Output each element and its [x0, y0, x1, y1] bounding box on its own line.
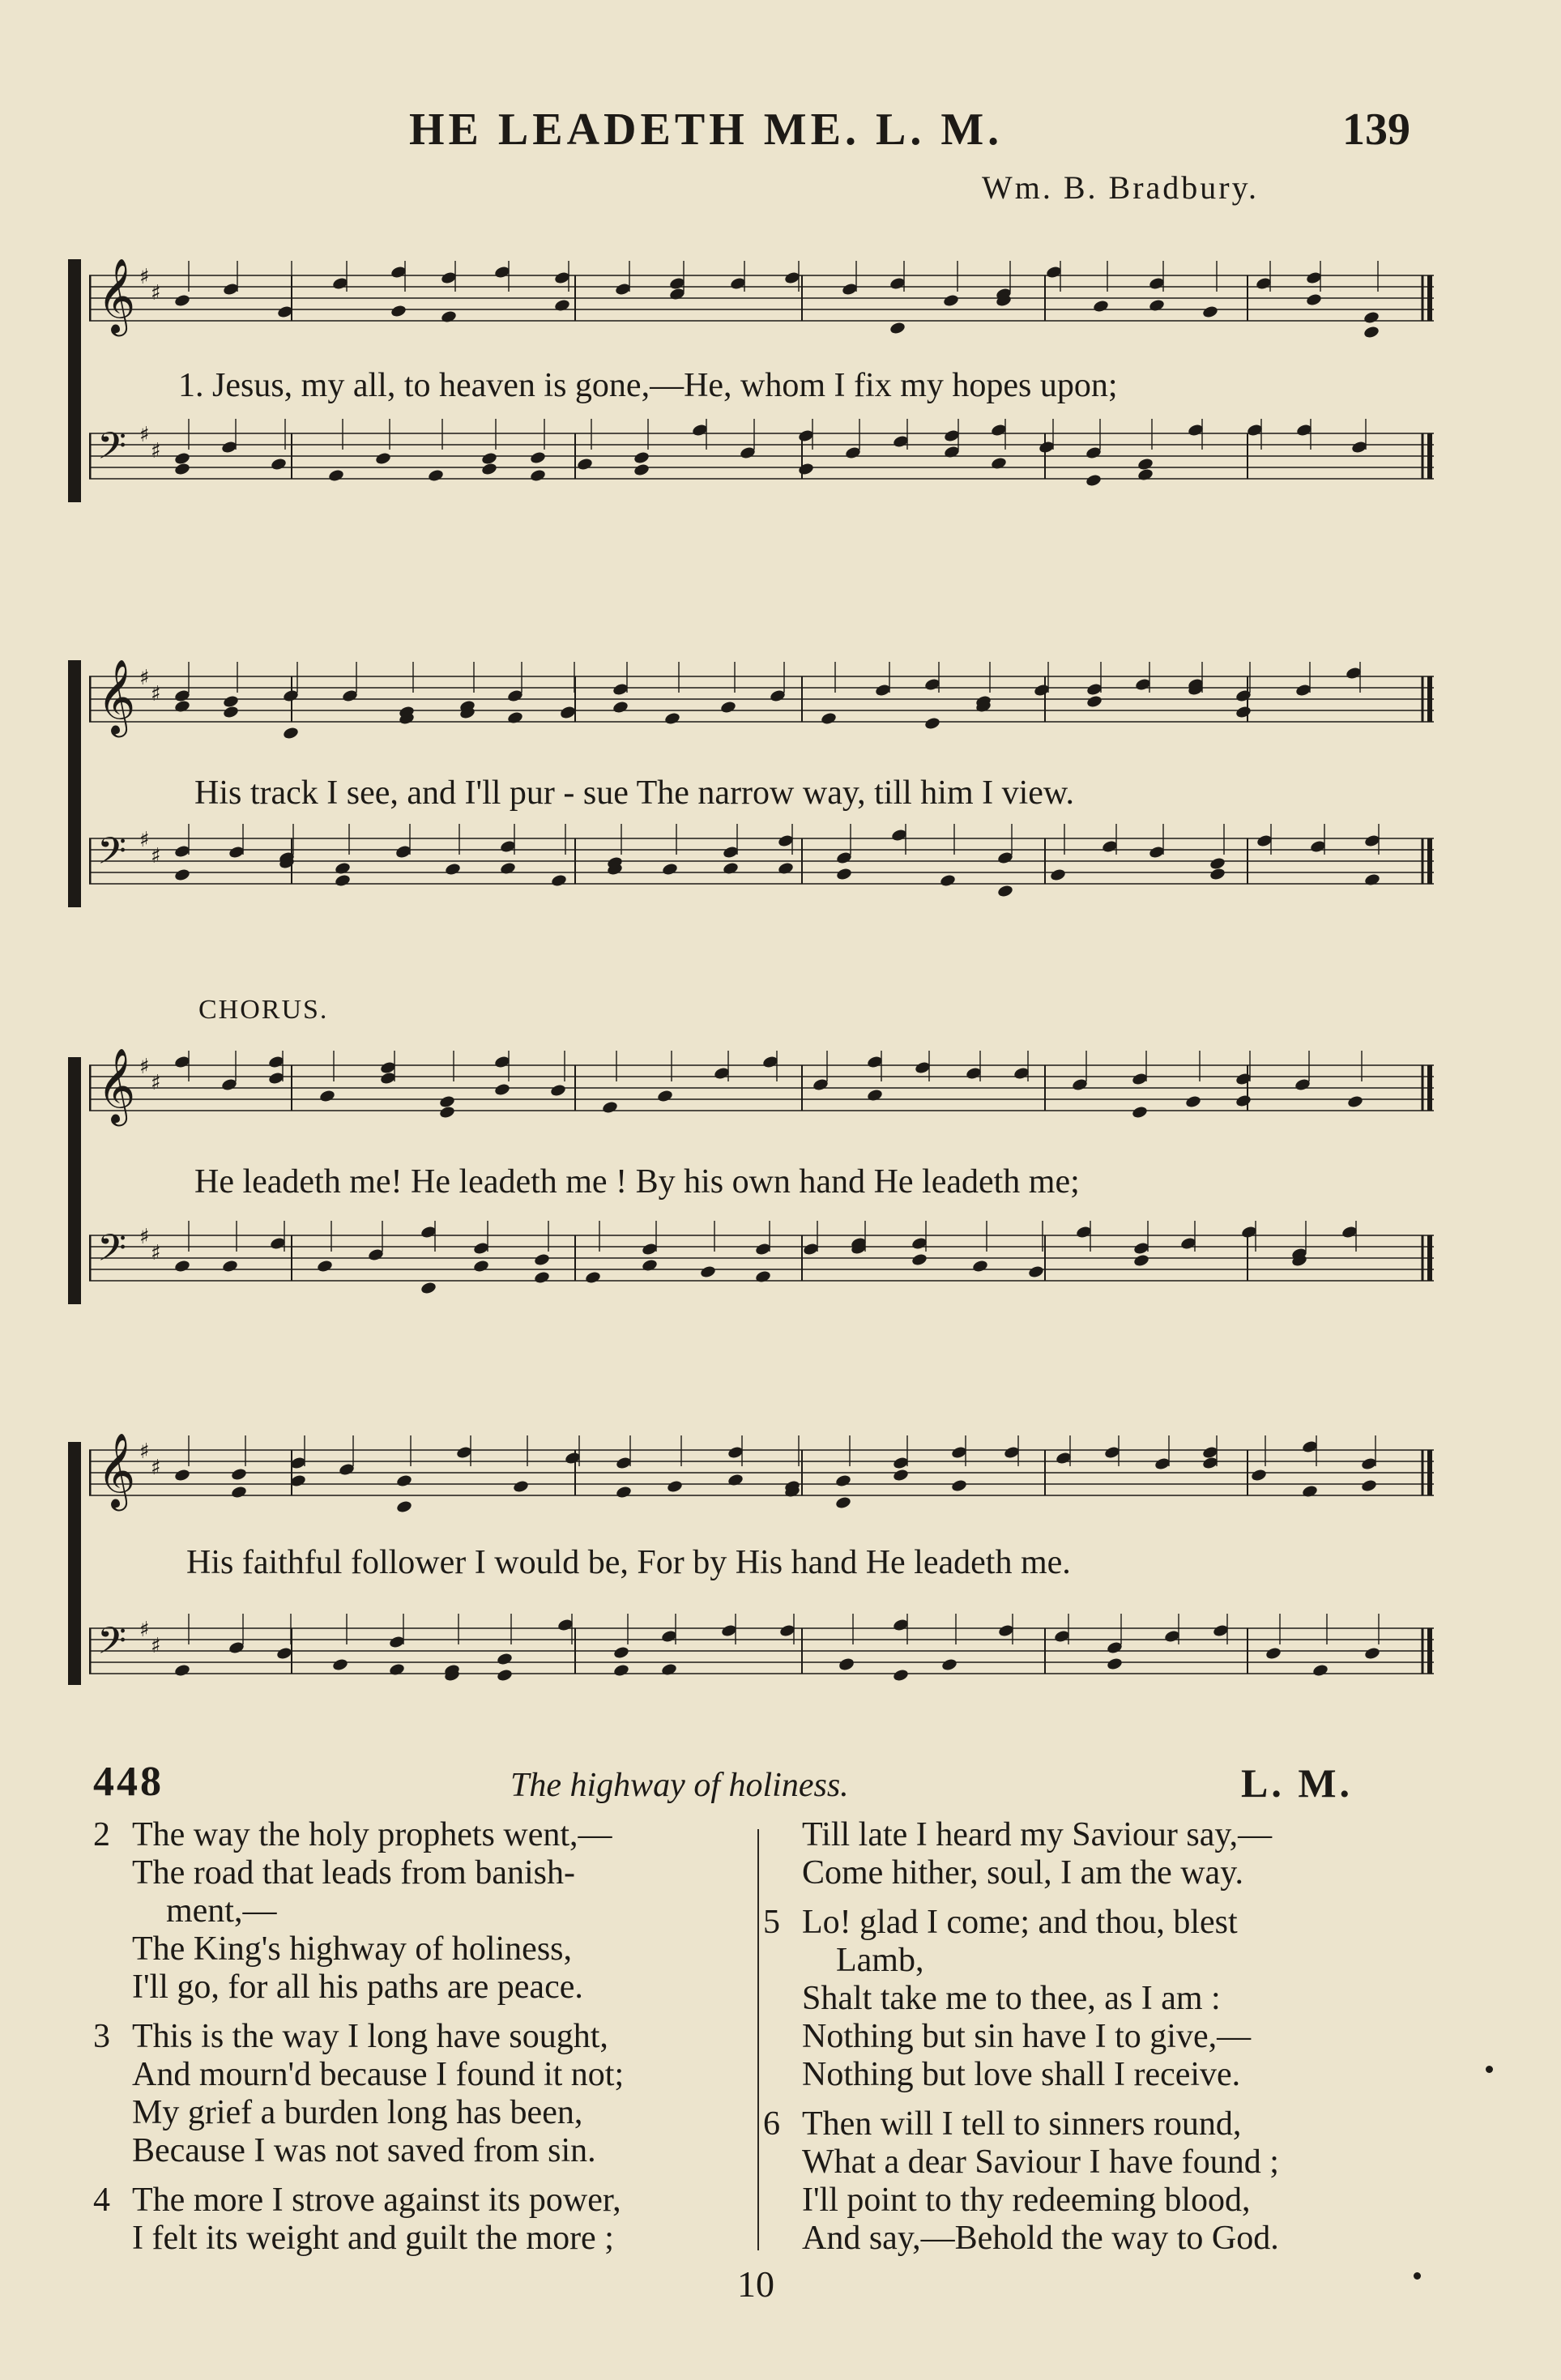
system-brace: [68, 1057, 81, 1304]
verse-line: I'll go, for all his paths are peace.: [132, 1968, 583, 2006]
hymn-meter: L. M.: [1241, 1760, 1354, 1806]
svg-text:♯: ♯: [151, 1634, 161, 1658]
ink-dot: [1414, 2272, 1421, 2280]
treble-staff: [89, 251, 1434, 356]
svg-text:♯: ♯: [151, 281, 161, 305]
verse-line: The King's highway of holiness,: [132, 1930, 573, 1968]
svg-text:♯: ♯: [139, 1618, 150, 1642]
svg-text:♯: ♯: [139, 423, 150, 447]
stanza-number: 2: [93, 1816, 110, 1853]
verse-line: I felt its weight and guilt the more ;: [132, 2220, 614, 2257]
stanza: [763, 1904, 1411, 2094]
svg-text:♯: ♯: [139, 1225, 150, 1249]
verse-line: And mourn'd because I found it not;: [132, 2056, 625, 2093]
system-brace: [68, 660, 81, 907]
verse-line: Lo! glad I come; and thou, blest: [802, 1904, 1238, 1941]
verse-line: Lamb,: [836, 1942, 924, 1979]
music-system-2: [0, 628, 1561, 944]
hymn-number: 448: [93, 1759, 164, 1805]
system-brace: [68, 1442, 81, 1685]
stanza: [93, 2018, 757, 2170]
treble-staff: [89, 652, 1434, 757]
ink-dot: [1486, 2066, 1493, 2073]
bass-staff: [89, 1604, 1434, 1709]
svg-text:♯: ♯: [139, 828, 150, 852]
svg-text:𝄞: 𝄞: [97, 1047, 136, 1123]
music-system-3: [0, 1017, 1561, 1333]
verse-line: I'll point to thy redeeming blood,: [802, 2182, 1251, 2219]
stanza-number: 6: [763, 2105, 780, 2143]
hymn-subtitle: The highway of holiness.: [510, 1767, 849, 1804]
svg-text:𝄞: 𝄞: [97, 659, 136, 734]
treble-staff: [89, 1041, 1434, 1146]
page-number: 139: [1342, 104, 1410, 155]
svg-text:♯: ♯: [139, 1055, 150, 1079]
composer-credit: Wm. B. Bradbury.: [982, 169, 1260, 206]
svg-text:♯: ♯: [139, 666, 150, 690]
verse-line: The way the holy prophets went,—: [132, 1816, 612, 1853]
chorus-label: CHORUS.: [198, 995, 329, 1025]
stanzas-left-column: [93, 1816, 757, 2269]
music-system-4: [0, 1401, 1561, 1725]
verse-line: Nothing but sin have I to give,—: [802, 2018, 1252, 2055]
stanza-number: 3: [93, 2018, 110, 2055]
verse-line: My grief a burden long has been,: [132, 2094, 583, 2131]
lyric-line: 1. Jesus, my all, to heaven is gone,—He, whom I fix my hopes upon;: [178, 367, 1118, 404]
system-brace: [68, 259, 81, 502]
verse-line: What a dear Saviour I have found ;: [802, 2143, 1279, 2181]
verse-line: Then will I tell to sinners round,: [802, 2105, 1242, 2143]
verse-line: This is the way I long have sought,: [132, 2018, 608, 2055]
stanza: [93, 2182, 757, 2258]
svg-text:♯: ♯: [151, 1071, 161, 1095]
verse-line: Shalt take me to thee, as I am :: [802, 1980, 1221, 2017]
svg-text:♯: ♯: [139, 265, 150, 289]
stanza: [93, 1816, 757, 2007]
lyric-line: He leadeth me! He leadeth me ! By his own hand He leadeth me;: [194, 1163, 1080, 1201]
stanzas-right-column: [763, 1816, 1411, 2269]
verse-line: Because I was not saved from sin.: [132, 2132, 596, 2169]
stanza-continuation: [763, 1816, 1411, 1892]
lyric-line: His track I see, and I'll pur - sue The narrow way, till him I view.: [194, 774, 1075, 812]
column-divider: [757, 1829, 759, 2250]
svg-text:𝄢: 𝄢: [97, 830, 127, 882]
svg-text:♯: ♯: [151, 439, 161, 463]
verse-line: The road that leads from banish-: [132, 1854, 575, 1892]
svg-text:♯: ♯: [151, 1241, 161, 1265]
stanza: [763, 2105, 1411, 2258]
page-title: HE LEADETH ME. L. M.: [409, 104, 1004, 155]
bass-staff: [89, 1211, 1434, 1316]
svg-text:♯: ♯: [151, 844, 161, 868]
svg-text:𝄞: 𝄞: [97, 258, 136, 333]
music-system-1: [0, 227, 1561, 543]
stanza-number: 5: [763, 1904, 780, 1941]
verse-line: ment,—: [166, 1892, 277, 1930]
verse-line: The more I strove against its power,: [132, 2182, 621, 2219]
treble-staff: [89, 1426, 1434, 1531]
stanza-number: 4: [93, 2182, 110, 2219]
svg-text:𝄞: 𝄞: [97, 1432, 136, 1508]
bass-staff: [89, 409, 1434, 514]
svg-text:𝄢: 𝄢: [97, 1619, 127, 1672]
bass-staff: [89, 814, 1434, 919]
svg-text:♯: ♯: [151, 1456, 161, 1480]
svg-text:♯: ♯: [139, 1440, 150, 1464]
lyric-line: His faithful follower I would be, For by His hand He leadeth me.: [186, 1544, 1071, 1581]
verse-line: Nothing but love shall I receive.: [802, 2056, 1241, 2093]
verse-line: Till late I heard my Saviour say,—: [802, 1816, 1273, 1853]
svg-text:♯: ♯: [151, 682, 161, 706]
svg-text:𝄢: 𝄢: [97, 1226, 127, 1279]
verse-line: Come hither, soul, I am the way.: [802, 1854, 1243, 1892]
verse-line: And say,—Behold the way to God.: [802, 2220, 1279, 2257]
signature-mark: 10: [737, 2263, 774, 2305]
svg-text:𝄢: 𝄢: [97, 424, 127, 477]
